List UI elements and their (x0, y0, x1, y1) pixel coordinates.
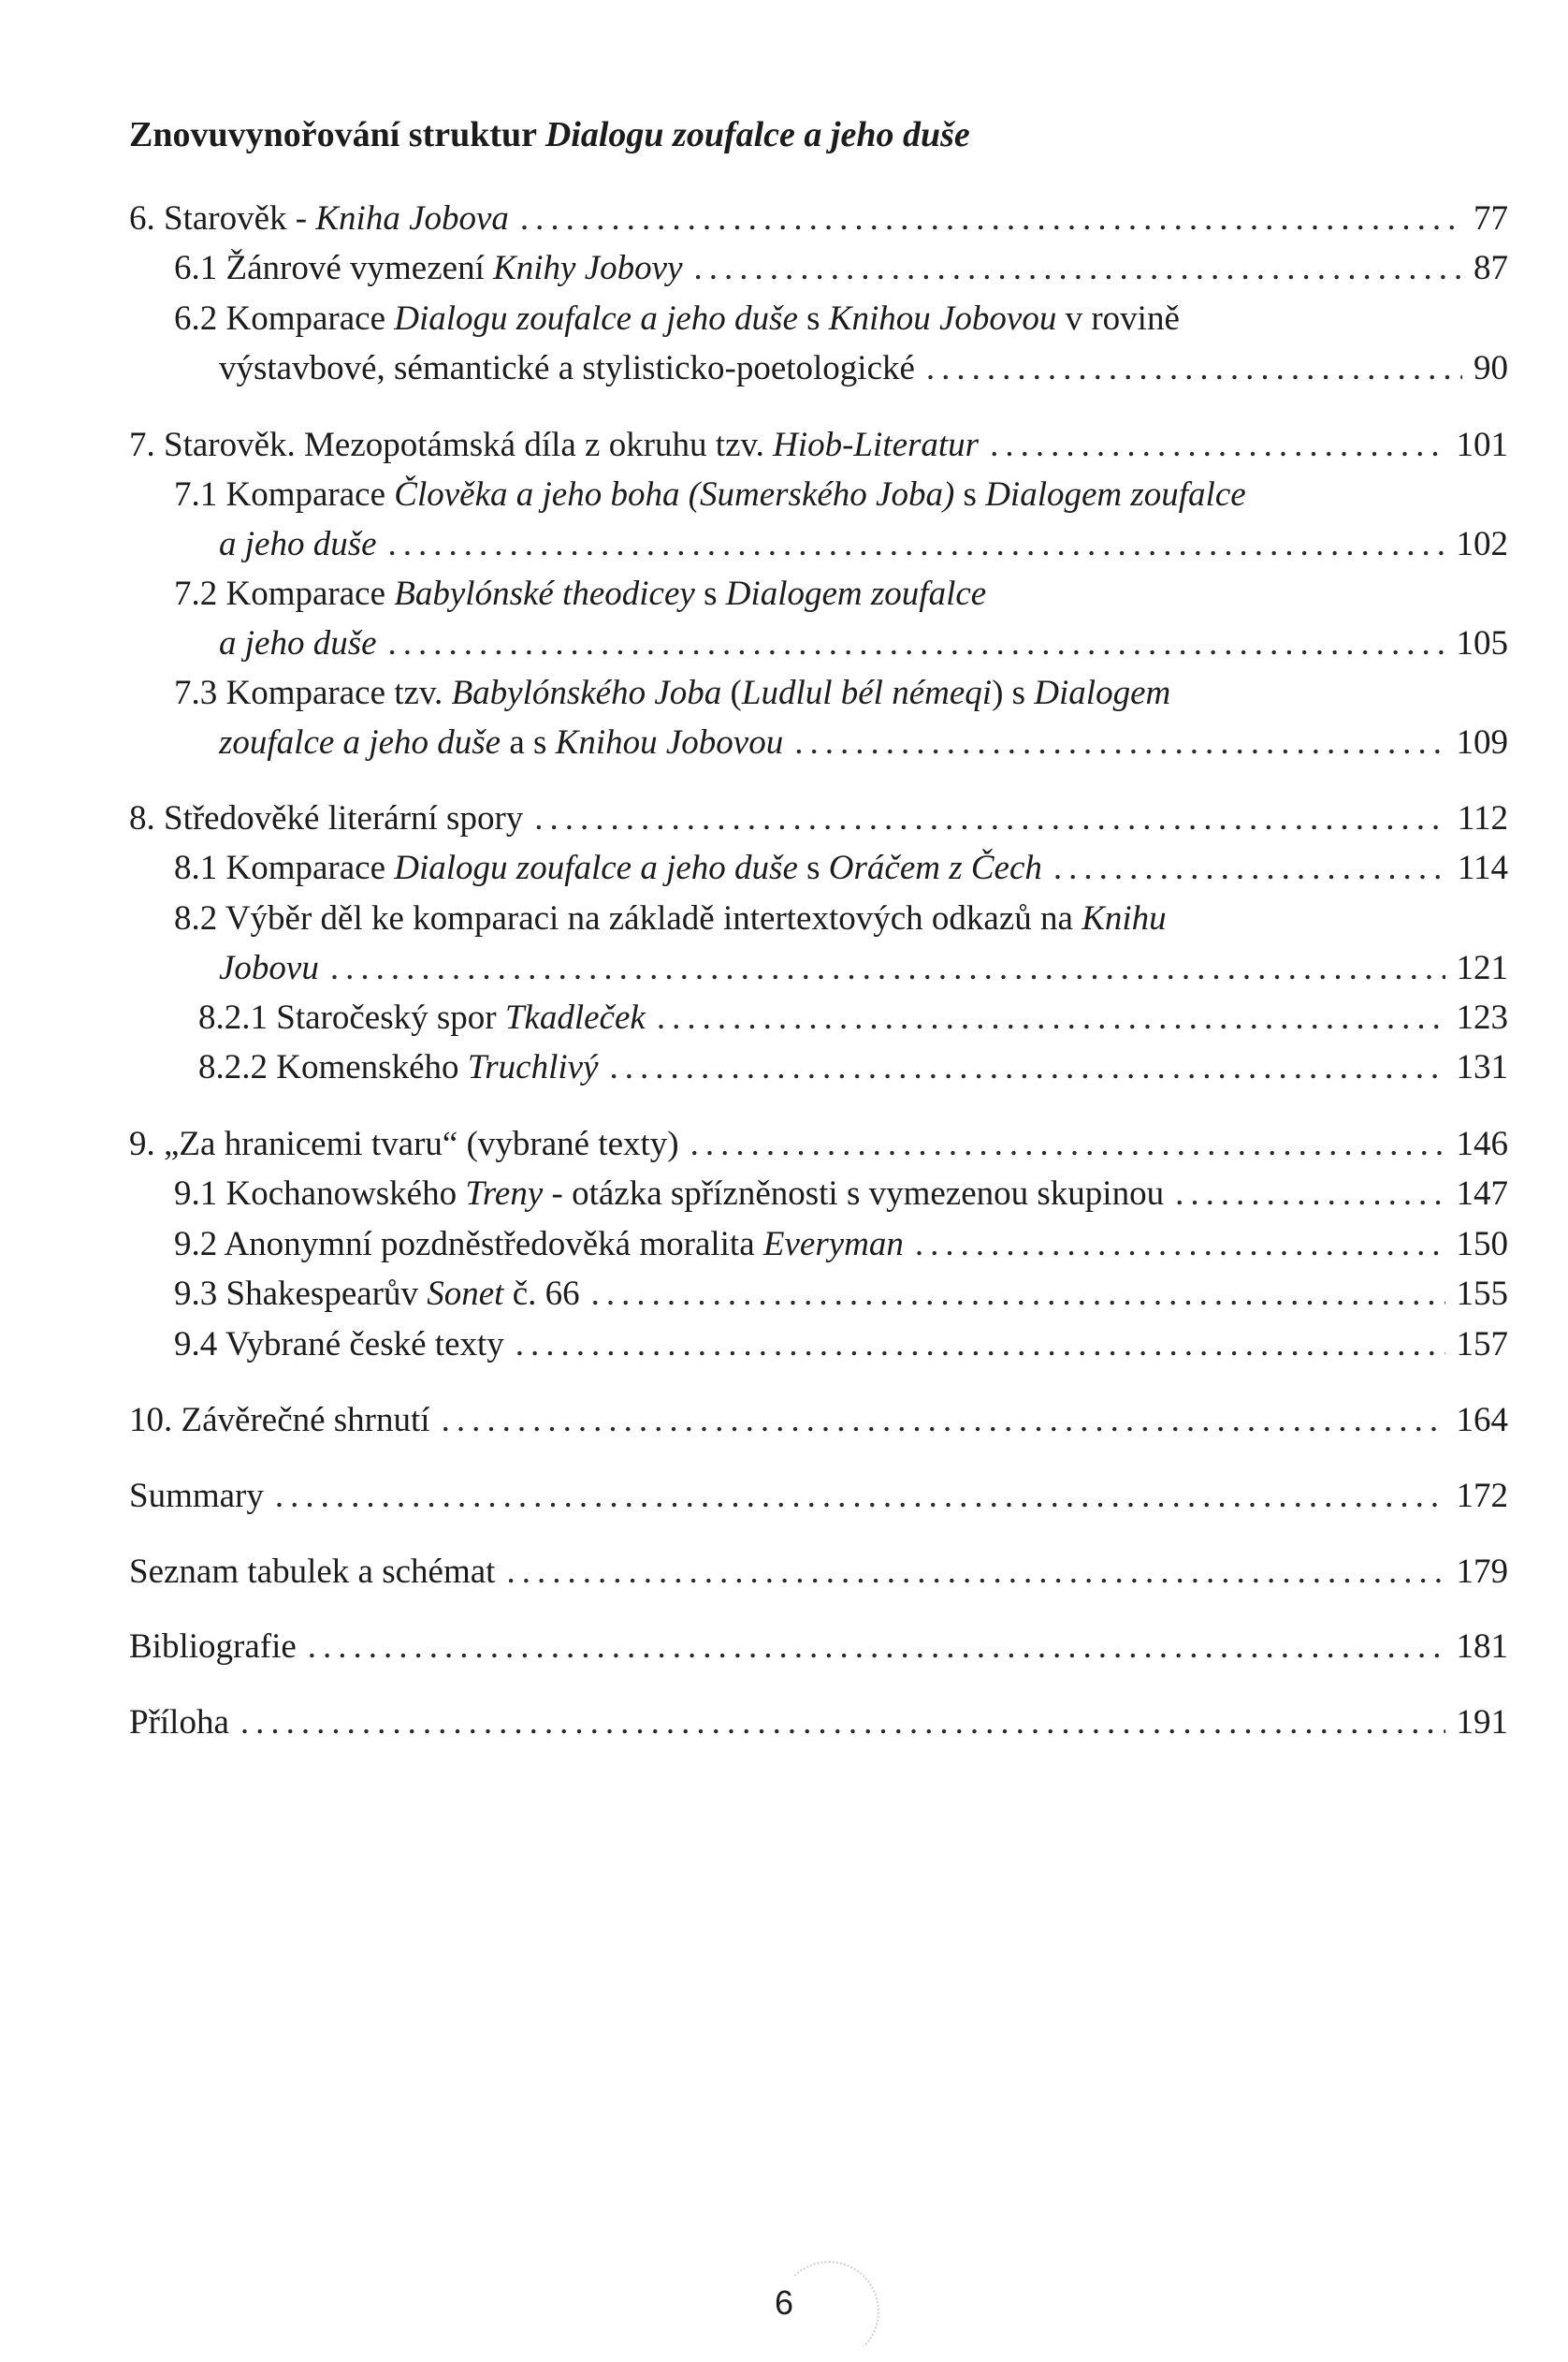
toc-entry-8-2[interactable] (174, 944, 1508, 993)
toc-entry-first-line (174, 669, 1170, 718)
toc-entry-7-3[interactable] (174, 719, 1508, 767)
toc-leader-dots (690, 1120, 1445, 1169)
toc-entry-text-part: č. 66 (503, 1275, 580, 1313)
toc-entry-text-part: Seznam tabulek a schémat (129, 1553, 496, 1591)
toc-entry-8-2-2[interactable] (198, 1043, 1508, 1092)
toc-entry-text-part: 10. Závěrečné shrnutí (129, 1401, 430, 1439)
toc-entry-text-part: Kniha Jobova (315, 199, 509, 238)
toc-entry-title (198, 1043, 599, 1092)
toc-entry-10[interactable] (129, 1396, 1508, 1445)
toc-entry-title (174, 520, 377, 569)
toc-entry-text-part: Příloha (129, 1703, 229, 1742)
toc-entry-page-number: 105 (1456, 624, 1508, 663)
toc-entry-7[interactable] (129, 421, 1508, 470)
toc-entry-text-part: s (797, 849, 829, 887)
toc-entry-title (174, 1220, 904, 1269)
toc-entry-text-part: Knihu (1082, 899, 1167, 938)
toc-entry-title (174, 244, 683, 293)
toc-leader-dots (275, 1472, 1445, 1521)
toc-entry-text-part: Sonet (427, 1275, 504, 1313)
toc-entry-page-number: 112 (1457, 799, 1508, 838)
toc-entry-9-1[interactable] (174, 1170, 1508, 1218)
toc-entry-page-number: 123 (1456, 999, 1508, 1037)
toc-entry-title (174, 944, 319, 993)
toc-entry-page-number: 150 (1456, 1225, 1508, 1263)
toc-entry-page-number: 90 (1474, 349, 1508, 387)
toc-entry-title (129, 1548, 495, 1597)
toc-entry-text-part: Dialogu zoufalce a jeho duše (394, 849, 798, 887)
toc-leader-dots (515, 1320, 1445, 1369)
toc-entry-text-part: ) s (992, 674, 1035, 712)
toc-entry-page-number: 121 (1456, 949, 1508, 987)
toc-entry-page-number: 131 (1456, 1048, 1508, 1086)
toc-entry-text-part: a jeho duše (219, 525, 377, 563)
toc-entry-text-part: 7.3 Komparace tzv. (174, 674, 452, 712)
toc-entry-text-part: s (797, 299, 829, 338)
toc-entry-text-part: Tkadleček (504, 999, 646, 1037)
toc-leader-dots (388, 520, 1445, 569)
section-heading (129, 114, 1439, 155)
toc-entry-text-part: a jeho duše (219, 624, 377, 663)
toc-entry-title (174, 1170, 1164, 1218)
toc-leader-dots (330, 944, 1445, 993)
toc-leader-dots (442, 1396, 1445, 1445)
toc-entry-page-number: 109 (1456, 723, 1508, 762)
toc-leader-dots (1053, 844, 1446, 893)
toc-entry-page-number: 164 (1456, 1401, 1508, 1439)
toc-entry-6-1[interactable] (174, 244, 1508, 293)
toc-entry-text-part: 6.1 Žánrové vymezení (174, 249, 494, 287)
toc-entry-text-part: Dialogu zoufalce a jeho duše (394, 299, 798, 338)
section-heading-italic: Dialogu zoufalce a jeho duše (544, 115, 970, 154)
toc-entry-title (174, 844, 1042, 893)
toc-entry-summary[interactable] (129, 1472, 1508, 1521)
toc-entry-7-2[interactable] (174, 620, 1508, 668)
toc-leader-dots (915, 1220, 1445, 1269)
page-number: 6 (774, 2283, 794, 2322)
toc-entry-page-number: 181 (1456, 1627, 1508, 1666)
toc-entry-text-part: - otázka spřízněnosti s vymezenou skupinou (543, 1174, 1165, 1213)
toc-entry-text-part: 8.2.2 Komenského (198, 1048, 468, 1086)
toc-entry-9-4[interactable] (174, 1320, 1508, 1369)
toc-entry-text-part: ( (721, 674, 742, 712)
toc-entry-text-part: v rovině (1056, 299, 1180, 338)
toc-entry-text-part: zoufalce a jeho duše (219, 723, 501, 762)
section-heading-prefix: Znovuvynořování struktur (129, 115, 545, 154)
toc-entry-text-part: výstavbové, sémantické a stylisticko-poetologické (219, 349, 915, 387)
toc-entry-text-part: Babylónské theodicey (394, 575, 695, 613)
toc-entry-page-number: 179 (1456, 1553, 1508, 1591)
toc-entry-page-number: 147 (1456, 1174, 1508, 1213)
toc-entry-text-part: Everyman (762, 1225, 904, 1263)
toc-entry-first-line (174, 570, 986, 619)
toc-entry-page-number: 155 (1456, 1275, 1508, 1313)
toc-leader-dots (240, 1699, 1445, 1747)
toc-entry-title (129, 1120, 679, 1169)
toc-entry-page-number: 102 (1456, 525, 1508, 563)
toc-entry-text-part: 9.2 Anonymní pozdněstředověká moralita (174, 1225, 763, 1263)
toc-leader-dots (794, 719, 1445, 767)
toc-entry-title (129, 421, 979, 470)
toc-entry-text-part: 8. Středověké literární spory (129, 799, 524, 838)
toc-entry-page-number: 101 (1456, 426, 1508, 464)
toc-entry-title (129, 1396, 430, 1445)
toc-entry-page-number: 146 (1456, 1125, 1508, 1163)
toc-entry-text-part: Truchlivý (467, 1048, 599, 1086)
toc-entry-text-part: Knihy Jobovy (493, 249, 683, 287)
toc-entry-text-part: 9.4 Vybrané české texty (174, 1325, 504, 1363)
toc-entry-text-part: 7.2 Komparace (174, 575, 395, 613)
toc-entry-text-part: Treny (465, 1174, 544, 1213)
toc-entry-page-number: 114 (1457, 849, 1508, 887)
toc-leader-dots (694, 244, 1463, 293)
toc-entry-text-part: 7.1 Komparace (174, 475, 395, 514)
toc-entry-text-part: Oráčem z Čech (828, 849, 1042, 887)
toc-entry-8-2-1[interactable] (198, 994, 1508, 1042)
toc-leader-dots (534, 795, 1446, 843)
toc-leader-dots (591, 1270, 1445, 1319)
toc-entry-6-2[interactable] (174, 344, 1508, 393)
toc-entry-8-1[interactable] (174, 844, 1508, 893)
toc-entry-text-part: Bibliografie (129, 1627, 297, 1666)
toc-entry-title (129, 1699, 229, 1747)
toc-entry-text-part: Člověka a jeho boha (Sumerského Joba) (394, 475, 955, 514)
toc-entry-text-part: 8.2 Výběr děl ke komparaci na základě intertextových odkazů na (174, 899, 1082, 938)
toc-entry-first-line (174, 471, 1246, 519)
toc-entry-text-part: Jobovu (219, 949, 319, 987)
toc-entry-bibliografie[interactable] (129, 1623, 1508, 1671)
toc-entry-6[interactable] (129, 195, 1508, 243)
toc-leader-dots (308, 1623, 1445, 1671)
toc-leader-dots (388, 620, 1445, 668)
toc-entry-page-number: 191 (1456, 1703, 1508, 1742)
toc-entry-7-1[interactable] (174, 520, 1508, 569)
toc-entry-text-part: 8.1 Komparace (174, 849, 395, 887)
toc-entry-seznam[interactable] (129, 1548, 1508, 1597)
toc-leader-dots (1175, 1170, 1445, 1218)
toc-entry-text-part: 9.1 Kochanowského (174, 1174, 466, 1213)
toc-entry-text-part: 9. „Za hranicemi tvaru“ (vybrané texty) (129, 1125, 679, 1163)
toc-entry-page-number: 172 (1456, 1477, 1508, 1515)
toc-entry-title (174, 344, 915, 393)
toc-entry-text-part: Dialogem zoufalce (725, 575, 987, 613)
toc-entry-text-part: 6. Starověk - (129, 199, 316, 238)
toc-leader-dots (520, 195, 1462, 243)
toc-entry-9[interactable] (129, 1120, 1508, 1169)
toc-entry-page-number: 87 (1474, 249, 1508, 287)
toc-entry-text-part: Ludlul bél némeqi (741, 674, 993, 712)
toc-entry-text-part: 9.3 Shakespearův (174, 1275, 428, 1313)
toc-entry-title (129, 195, 509, 243)
toc-entry-text-part: 6.2 Komparace (174, 299, 395, 338)
toc-entry-text-part: Dialogem (1034, 674, 1171, 712)
toc-entry-text-part: s (954, 475, 986, 514)
toc-entry-text-part: Dialogem zoufalce (985, 475, 1246, 514)
toc-leader-dots (926, 344, 1462, 393)
toc-entry-title (174, 1270, 580, 1319)
toc-entry-title (129, 1623, 297, 1671)
toc-entry-title (198, 994, 646, 1042)
toc-entry-text-part: Babylónského Joba (451, 674, 722, 712)
toc-leader-dots (657, 994, 1445, 1042)
toc-entry-8[interactable] (129, 795, 1508, 843)
toc-entry-text-part: s (694, 575, 726, 613)
toc-entry-text-part: 7. Starověk. Mezopotámská díla z okruhu tzv. (129, 426, 774, 464)
toc-entry-page-number: 157 (1456, 1325, 1508, 1363)
toc-entry-title (129, 795, 523, 843)
toc-leader-dots (990, 421, 1445, 470)
toc-entry-title (129, 1472, 264, 1521)
toc-entry-title (174, 620, 377, 668)
toc-entry-text-part: Knihou Jobovou (555, 723, 784, 762)
toc-entry-text-part: Summary (129, 1477, 264, 1515)
toc-entry-text-part: a s (501, 723, 556, 762)
toc-leader-dots (506, 1548, 1445, 1597)
toc-entry-9-3[interactable] (174, 1270, 1508, 1319)
toc-entry-first-line (174, 895, 1167, 943)
toc-entry-priloha[interactable] (129, 1699, 1508, 1747)
toc-entry-page-number: 77 (1474, 199, 1508, 238)
toc-entry-title (174, 719, 783, 767)
toc-entry-text-part: Knihou Jobovou (828, 299, 1057, 338)
toc-entry-text-part: Hiob-Literatur (773, 426, 980, 464)
toc-entry-text-part: 8.2.1 Staročeský spor (198, 999, 505, 1037)
toc-entry-first-line (174, 295, 1180, 343)
toc-entry-9-2[interactable] (174, 1220, 1508, 1269)
toc-leader-dots (610, 1043, 1445, 1092)
toc-entry-title (174, 1320, 504, 1369)
